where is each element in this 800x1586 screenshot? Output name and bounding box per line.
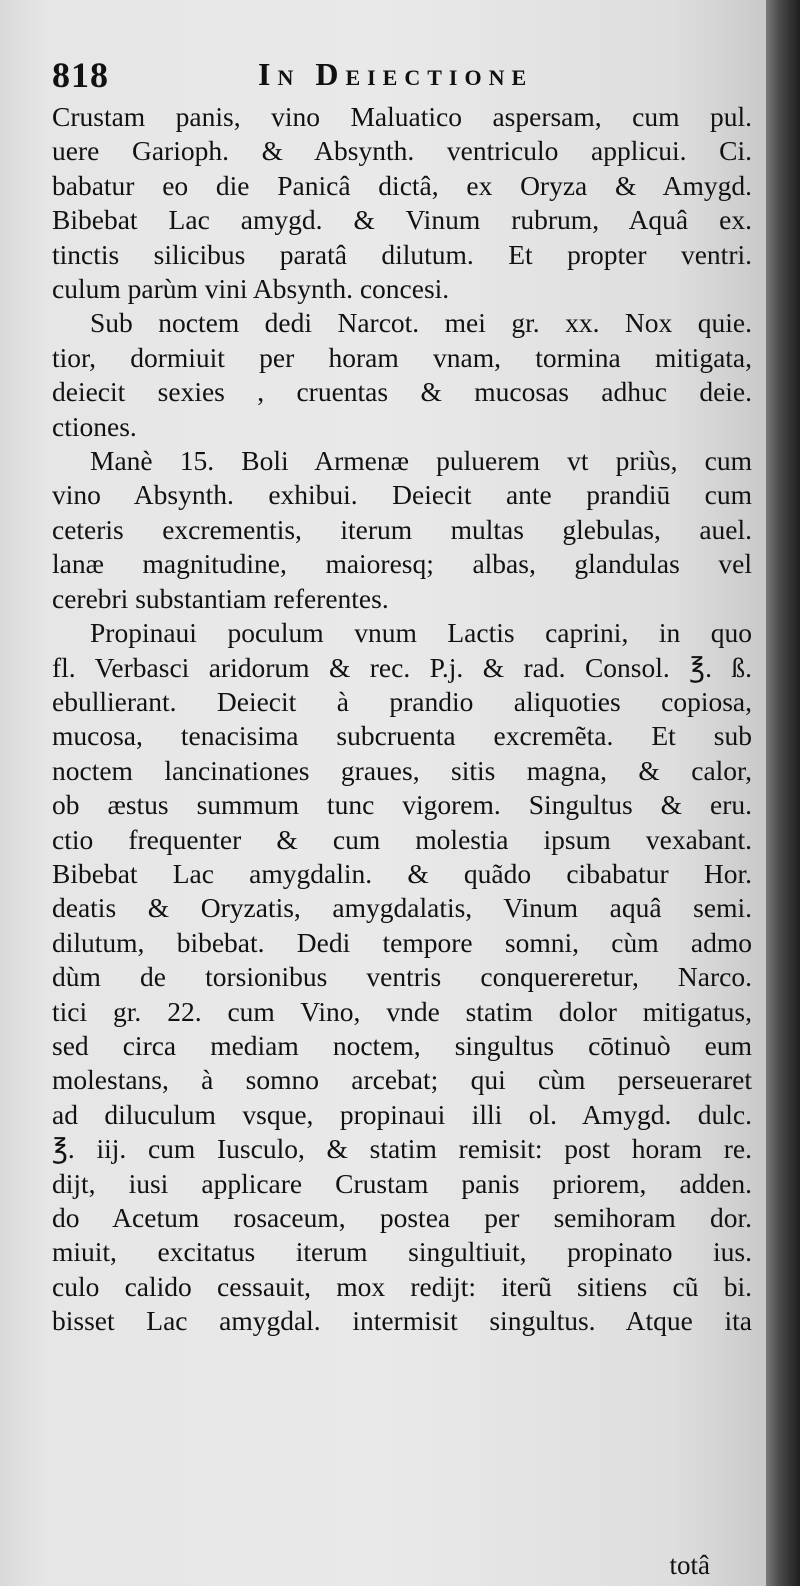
text-line: lanæ magnitudine, maioresq; albas, glandulas vel [52,548,752,580]
text-line: ctiones. [52,410,137,442]
text-line: dijt, iusi applicare Crustam panis priorem, adden. [52,1167,752,1199]
text-line: ebullierant. Deiecit à prandio aliquoties copiosa, [52,685,752,717]
text-line: fl. Verbasci aridorum & rec. P.j. & rad. Consol. ℥. ß. [52,651,752,683]
text-line: molestans, à somno arcebat; qui cùm perseueraret [52,1064,752,1096]
text-line: bisset Lac amygdal. intermisit singultus. Atque ita [52,1305,752,1337]
text-line: tinctis silicibus paratâ dilutum. Et propter ventri. [52,238,752,270]
text-line: do Acetum rosaceum, postea per semihoram dor. [52,1202,752,1233]
text-line: ctio frequenter & cum molestia ipsum vexabant. [52,823,752,855]
text-line: mucosa, tenacisima subcruenta excremẽta. Et sub [52,720,752,752]
page-number: 818 [52,55,109,95]
paragraph-1 [52,100,752,306]
text-line: tior, dormiuit per horam vnam, tormina mitigata, [52,341,752,373]
text-line: miuit, excitatus iterum singultiuit, propinato ius. [52,1236,752,1268]
paragraph-4 [52,616,752,1339]
text-line: Bibebat Lac amygd. & Vinum rubrum, Aquâ ex. [52,204,752,236]
text-line: deatis & Oryzatis, amygdalatis, Vinum aquâ semi. [52,892,752,924]
book-gutter-edge [766,0,800,1586]
running-head: In Deiectione [258,56,534,92]
text-line: dùm de torsionibus ventris conquereretur, Narco. [52,961,752,993]
text-line: Propinaui poculum vnum Lactis caprini, in quo [90,617,752,649]
text-line: ob æstus summum tunc vigorem. Singultus & eru. [52,789,752,821]
text-line: Crustam panis, vino Maluatico aspersam, cum pul. [52,101,752,132]
page-header [48,50,748,100]
text-line: Manè 15. Boli Armenæ puluerem vt priùs, cum [90,445,752,477]
text-line: dilutum, bibebat. Dedi tempore somni, cùm admo [52,926,752,958]
paragraph-3 [52,444,752,616]
paragraph-2 [52,306,752,444]
text-line: Sub noctem dedi Narcot. mei gr. xx. Nox quie. [90,307,752,339]
text-line: sed circa mediam noctem, singultus cōtinuò eum [52,1029,752,1061]
text-line: uere Garioph. & Absynth. ventriculo applicui. Ci. [52,135,752,167]
text-line: Bibebat Lac amygdalin. & quãdo cibabatur Hor. [52,857,752,889]
text-line: tici gr. 22. cum Vino, vnde statim dolor mitigatus, [52,995,752,1027]
body-text [52,100,752,1339]
text-line: ℥. iij. cum Iusculo, & statim remisit: post horam re. [52,1133,752,1165]
text-line: culum parùm vini Absynth. concesi. [52,273,450,305]
text-line: culo calido cessauit, mox redijt: iterũ sitiens cũ bi. [52,1270,752,1302]
text-line: ceteris excrementis, iterum multas glebulas, auel. [52,513,752,545]
catchword: totâ [669,1550,710,1580]
text-line: ad diluculum vsque, propinaui illi ol. Amygd. dulc. [52,1098,752,1130]
text-line: babatur eo die Panicâ dictâ, ex Oryza & Amygd. [52,169,752,201]
text-line: cerebri substantiam referentes. [52,582,389,614]
text-line: deiecit sexies , cruentas & mucosas adhuc deie. [52,376,752,408]
text-line: vino Absynth. exhibui. Deiecit ante prandiū cum [52,479,752,511]
text-line: noctem lancinationes graues, sitis magna, & calor, [52,754,752,786]
